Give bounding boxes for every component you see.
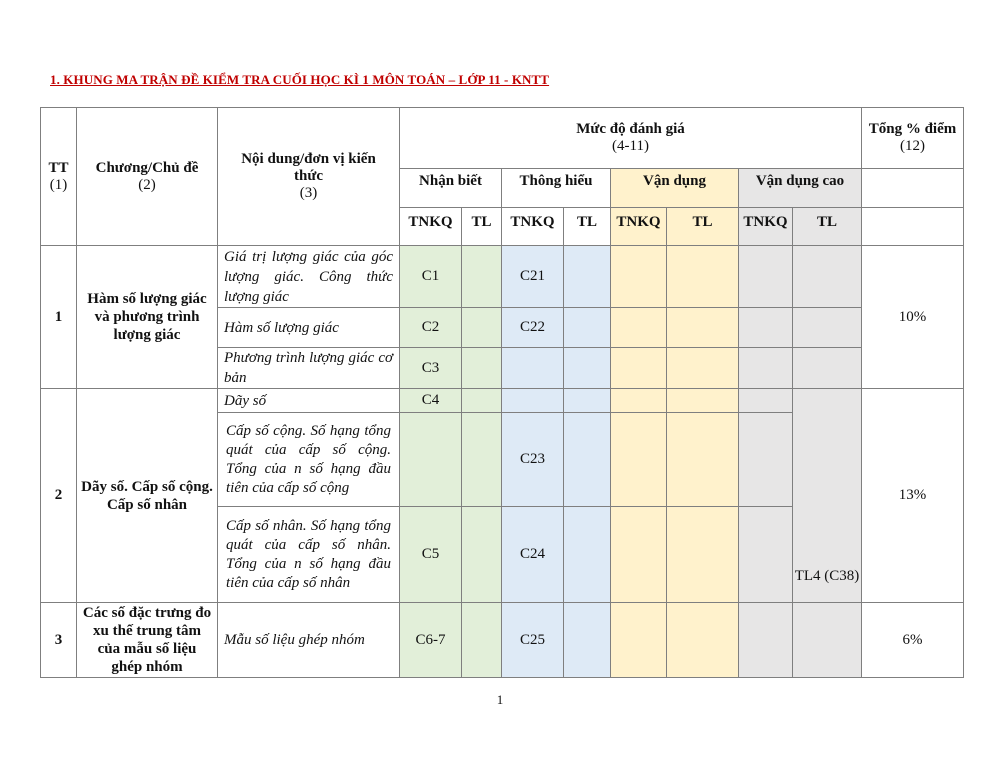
row-chapter: Hàm số lượng giác và phương trình lượng giác bbox=[77, 246, 218, 389]
cell-th-tnkq bbox=[502, 389, 564, 413]
cell-nb-tnkq: C2 bbox=[400, 308, 462, 348]
cell-nb-tnkq: C5 bbox=[400, 507, 462, 603]
cell-vdc-tl bbox=[793, 603, 862, 678]
cell-vd-tnkq bbox=[611, 389, 667, 413]
document-title: 1. KHUNG MA TRẬN ĐỀ KIỂM TRA CUỐI HỌC KÌ 1 MÔN TOÁN – LỚP 11 - KNTT bbox=[50, 72, 550, 87]
cell-vdc-tnkq bbox=[739, 389, 793, 413]
cell-nb-tl bbox=[462, 348, 502, 389]
cell-nb-tnkq: C1 bbox=[400, 246, 462, 308]
sub-header: TNKQ bbox=[502, 208, 564, 246]
row-total: 13% bbox=[862, 389, 964, 603]
cell-th-tnkq: C22 bbox=[502, 308, 564, 348]
cell-vd-tnkq bbox=[611, 603, 667, 678]
cell-vd-tl bbox=[667, 507, 739, 603]
row-chapter: Dãy số. Cấp số cộng. Cấp số nhân bbox=[77, 389, 218, 603]
cell-nb-tnkq bbox=[400, 413, 462, 507]
row-chapter: Các số đặc trưng đo xu thế trung tâm của mẫu số liệu ghép nhóm bbox=[77, 603, 218, 678]
row-tt: 1 bbox=[41, 246, 77, 389]
header-chapter: Chương/Chủ đề (2) bbox=[77, 108, 218, 246]
row-total: 6% bbox=[862, 603, 964, 678]
sub-header: TL bbox=[564, 208, 611, 246]
header-content: Nội dung/đơn vị kiến thức (3) bbox=[218, 108, 400, 246]
cell-th-tl bbox=[564, 389, 611, 413]
cell-nb-tnkq: C6-7 bbox=[400, 603, 462, 678]
cell-th-tl bbox=[564, 603, 611, 678]
header-total: Tổng % điểm (12) bbox=[862, 108, 964, 169]
cell-vdc-tnkq bbox=[739, 308, 793, 348]
row-tt: 2 bbox=[41, 389, 77, 603]
row-total: 10% bbox=[862, 246, 964, 389]
cell-vd-tnkq bbox=[611, 348, 667, 389]
cell-vdc-tnkq bbox=[739, 507, 793, 603]
cell-vdc-tl: TL4 (C38) bbox=[793, 389, 862, 603]
cell-th-tnkq: C23 bbox=[502, 413, 564, 507]
cell-vd-tnkq bbox=[611, 507, 667, 603]
assessment-matrix-table bbox=[40, 107, 964, 678]
cell-vdc-tnkq bbox=[739, 348, 793, 389]
row-tt: 3 bbox=[41, 603, 77, 678]
cell-th-tnkq: C25 bbox=[502, 603, 564, 678]
cell-vdc-tnkq bbox=[739, 413, 793, 507]
row-content: Giá trị lượng giác của góc lượng giác. Công thức lượng giác bbox=[218, 246, 400, 308]
cell-th-tnkq: C21 bbox=[502, 246, 564, 308]
row-content: Hàm số lượng giác bbox=[218, 308, 400, 348]
cell-nb-tl bbox=[462, 389, 502, 413]
cell-vd-tl bbox=[667, 246, 739, 308]
row-content: Dãy số bbox=[218, 389, 400, 413]
sub-header: TNKQ bbox=[400, 208, 462, 246]
cell-nb-tl bbox=[462, 246, 502, 308]
cell-th-tl bbox=[564, 246, 611, 308]
cell-th-tl bbox=[564, 308, 611, 348]
sub-header: TL bbox=[793, 208, 862, 246]
cell-nb-tnkq: C3 bbox=[400, 348, 462, 389]
cell-nb-tl bbox=[462, 603, 502, 678]
cell-th-tl bbox=[564, 348, 611, 389]
table-row bbox=[41, 389, 964, 413]
cell-vdc-tnkq bbox=[739, 603, 793, 678]
cell-th-tnkq bbox=[502, 348, 564, 389]
row-content: Cấp số nhân. Số hạng tổng quát của cấp số nhân. Tổng của n số hạng đầu tiên của cấp số nhân bbox=[218, 507, 400, 603]
row-content: Phương trình lượng giác cơ bản bbox=[218, 348, 400, 389]
sub-header: TL bbox=[667, 208, 739, 246]
cell-vd-tl bbox=[667, 308, 739, 348]
cell-nb-tl bbox=[462, 308, 502, 348]
empty-cell bbox=[862, 169, 964, 208]
cell-vd-tl bbox=[667, 413, 739, 507]
empty-cell bbox=[862, 208, 964, 246]
cell-nb-tl bbox=[462, 507, 502, 603]
table-row bbox=[41, 603, 964, 678]
level-van-dung-cao: Vận dụng cao bbox=[739, 169, 862, 208]
cell-th-tnkq: C24 bbox=[502, 507, 564, 603]
cell-th-tl bbox=[564, 413, 611, 507]
level-van-dung: Vận dụng bbox=[611, 169, 739, 208]
header-tt: TT (1) bbox=[41, 108, 77, 246]
cell-vd-tnkq bbox=[611, 308, 667, 348]
level-nhan-biet: Nhận biết bbox=[400, 169, 502, 208]
sub-header: TNKQ bbox=[611, 208, 667, 246]
header-level: Mức độ đánh giá (4-11) bbox=[400, 108, 862, 169]
sub-header: TL bbox=[462, 208, 502, 246]
cell-th-tl bbox=[564, 507, 611, 603]
cell-vdc-tnkq bbox=[739, 246, 793, 308]
cell-vd-tl bbox=[667, 603, 739, 678]
cell-vd-tl bbox=[667, 348, 739, 389]
cell-nb-tl bbox=[462, 413, 502, 507]
level-thong-hieu: Thông hiểu bbox=[502, 169, 611, 208]
cell-vdc-tl bbox=[793, 246, 862, 308]
page-number: 1 bbox=[496, 692, 504, 707]
cell-vdc-tl bbox=[793, 348, 862, 389]
table-row bbox=[41, 246, 964, 308]
cell-vd-tnkq bbox=[611, 246, 667, 308]
cell-vd-tnkq bbox=[611, 413, 667, 507]
cell-nb-tnkq: C4 bbox=[400, 389, 462, 413]
cell-vdc-tl bbox=[793, 308, 862, 348]
sub-header: TNKQ bbox=[739, 208, 793, 246]
cell-vd-tl bbox=[667, 389, 739, 413]
row-content: Cấp số cộng. Số hạng tổng quát của cấp số cộng. Tổng của n số hạng đầu tiên của cấp số cộng bbox=[218, 413, 400, 507]
row-content: Mẫu số liệu ghép nhóm bbox=[218, 603, 400, 678]
